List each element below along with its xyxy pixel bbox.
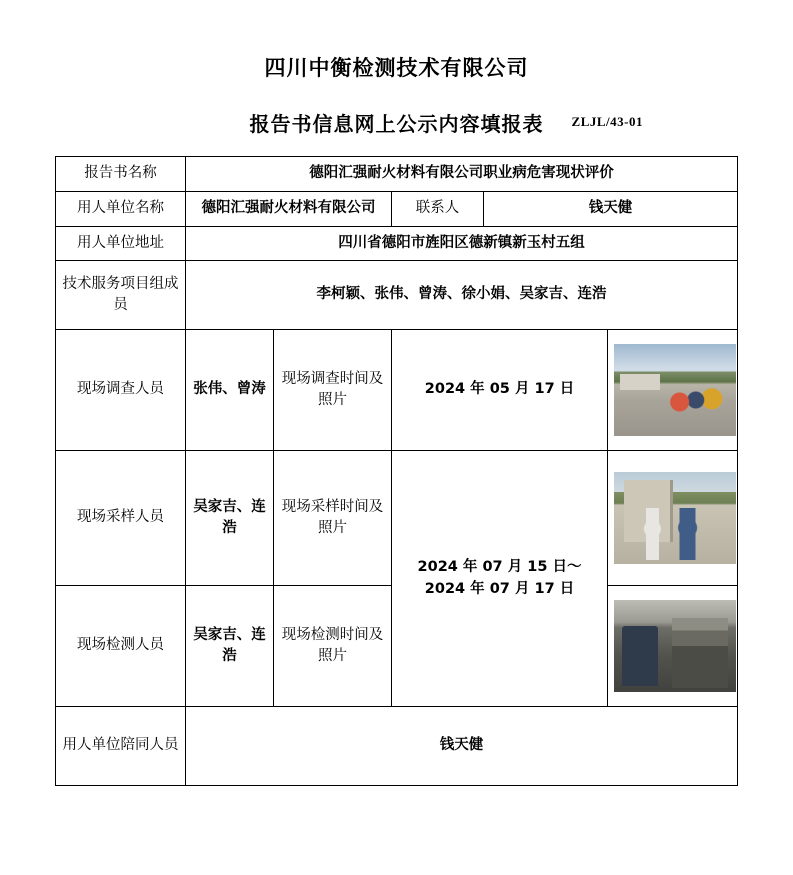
site-testing-personnel: 吴家吉、连浩 (186, 586, 274, 707)
employer-address-label: 用人单位地址 (56, 226, 186, 261)
site-sampling-photo-cell (608, 451, 738, 586)
table-row (56, 226, 738, 261)
site-testing-time-label: 现场检测时间及照片 (274, 586, 392, 707)
accompanying-label: 用人单位陪同人员 (56, 707, 186, 786)
accompanying-value: 钱天健 (186, 707, 738, 786)
table-row (56, 261, 738, 330)
team-members-label: 技术服务项目组成员 (56, 261, 186, 330)
site-testing-photo (614, 600, 736, 692)
employer-name-label: 用人单位名称 (56, 191, 186, 226)
table-row (56, 157, 738, 192)
employer-name-value: 德阳汇强耐火材料有限公司 (186, 191, 392, 226)
contact-value: 钱天健 (484, 191, 738, 226)
report-name-value: 德阳汇强耐火材料有限公司职业病危害现状评价 (186, 157, 738, 192)
report-info-table (55, 156, 738, 786)
site-survey-personnel: 张伟、曾涛 (186, 330, 274, 451)
table-row (56, 707, 738, 786)
site-sampling-time-label: 现场采样时间及照片 (274, 451, 392, 586)
site-sampling-personnel: 吴家吉、连浩 (186, 451, 274, 586)
page-subtitle: 报告书信息网上公示内容填报表 (249, 112, 544, 136)
site-sampling-photo (614, 472, 736, 564)
document-code: ZLJL/43-01 (571, 114, 643, 129)
site-testing-label: 现场检测人员 (56, 586, 186, 707)
team-members-value: 李柯颖、张伟、曾涛、徐小娟、吴家吉、连浩 (186, 261, 738, 330)
title-block (0, 52, 793, 134)
table-row (56, 451, 738, 586)
contact-label: 联系人 (392, 191, 484, 226)
table-row (56, 330, 738, 451)
subtitle-row (0, 108, 793, 134)
site-survey-time-label: 现场调查时间及照片 (274, 330, 392, 451)
site-testing-photo-cell (608, 586, 738, 707)
report-name-label: 报告书名称 (56, 157, 186, 192)
site-survey-time-value: 2024 年 05 月 17 日 (392, 330, 608, 451)
table-row (56, 191, 738, 226)
site-survey-photo (614, 344, 736, 436)
site-survey-label: 现场调查人员 (56, 330, 186, 451)
site-sampling-label: 现场采样人员 (56, 451, 186, 586)
site-survey-photo-cell (608, 330, 738, 451)
page-title: 四川中衡检测技术有限公司 (264, 56, 529, 80)
employer-address-value: 四川省德阳市旌阳区德新镇新玉村五组 (186, 226, 738, 261)
sampling-testing-time-value: 2024 年 07 月 15 日～2024 年 07 月 17 日 (392, 451, 608, 707)
